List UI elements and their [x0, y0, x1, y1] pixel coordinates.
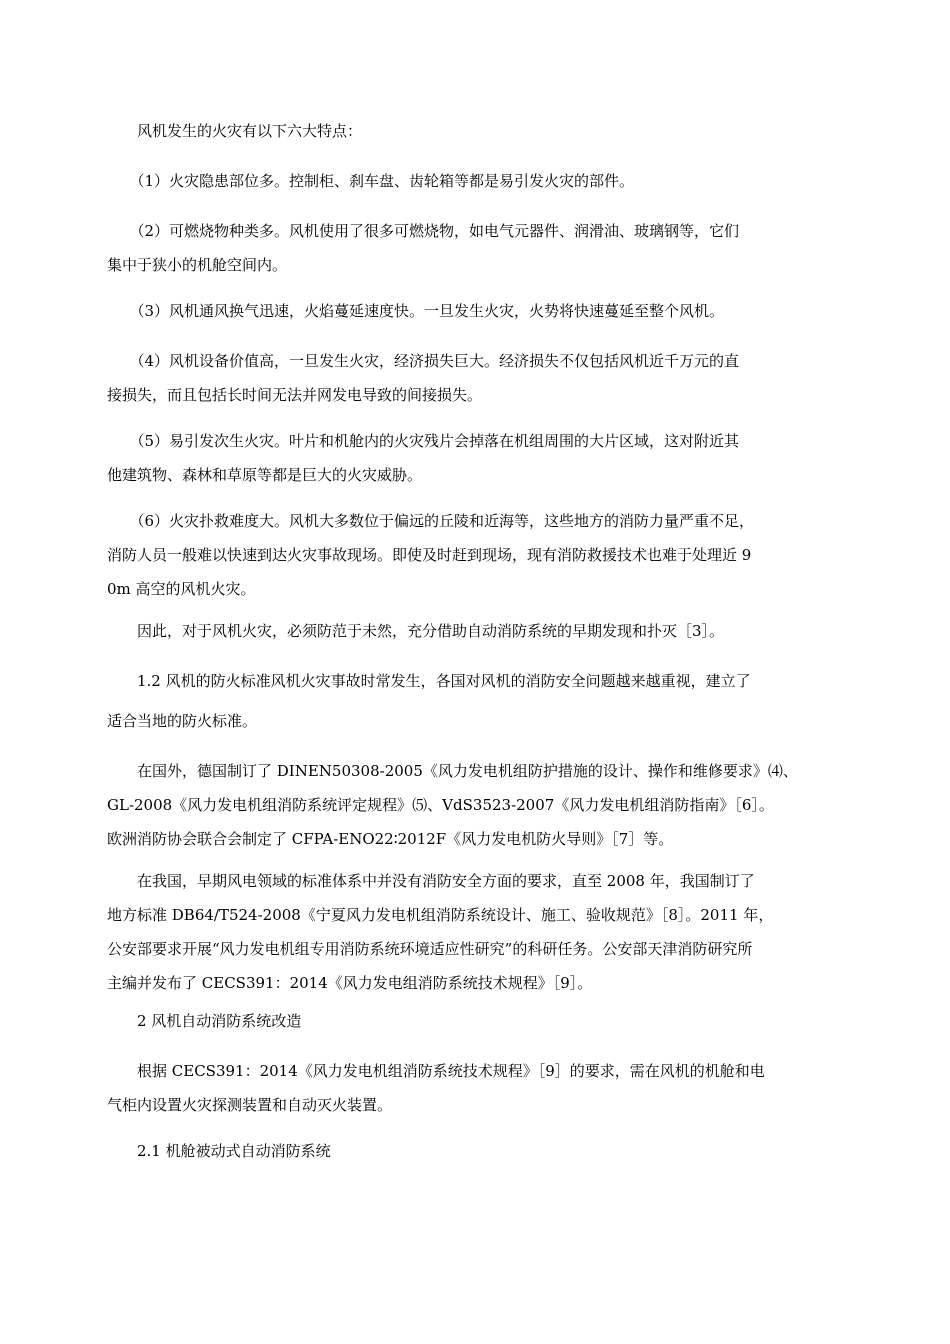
paragraph-item-3	[107, 294, 847, 328]
text-line: 主编并发布了 CECS391：2014《风力发电组消防系统技术规程》［9］。	[107, 974, 593, 992]
text-line: GL-2008《风力发电机组消防系统评定规程》⑸、VdS3523-2007《风力发电机组消防指南》［6］。	[107, 796, 774, 814]
text-line: 地方标准 DB64/T524-2008《宁夏风力发电机组消防系统设计、施工、验收规范》［8］。2011 年，	[107, 906, 774, 924]
paragraph-item-4	[107, 344, 847, 412]
section-heading-2-1	[107, 1134, 847, 1168]
paragraph-requirements	[107, 1054, 847, 1122]
text-line: 在国外，德国制订了 DINEN50308-2005《风力发电机组防护措施的设计、操作和维修要求》⑷、	[107, 762, 798, 780]
text-line: 0m 高空的风机火灾。	[107, 580, 256, 598]
text-line: 在我国，早期风电领域的标准体系中并没有消防安全方面的要求，直至 2008 年，我国制订了	[107, 872, 755, 890]
text-line: 2.1 机舱被动式自动消防系统	[107, 1142, 331, 1160]
paragraph-intro	[107, 114, 847, 148]
section-heading-1-2	[107, 664, 847, 698]
paragraph-item-2	[107, 214, 847, 282]
text-line: 因此，对于风机火灾，必须防范于未然，充分借助自动消防系统的早期发现和扑灭［3］。	[107, 622, 725, 640]
text-line: （6）火灾扑救难度大。风机大多数位于偏远的丘陵和近海等，这些地方的消防力量严重不足，	[107, 512, 755, 530]
paragraph-continuation	[107, 704, 847, 738]
text-line: 公安部要求开展“风力发电机组专用消防系统环境适应性研究”的科研任务。公安部天津消防研究所	[107, 940, 753, 958]
text-line: 他建筑物、森林和草原等都是巨大的火灾威胁。	[107, 466, 423, 484]
text-line: 消防人员一般难以快速到达火灾事故现场。即使及时赶到现场，现有消防救援技术也难于处理近 9	[107, 546, 752, 564]
text-line: 接损失，而且包括长时间无法并网发电导致的间接损失。	[107, 386, 483, 404]
text-line: （5）易引发次生火灾。叶片和机舱内的火灾残片会掉落在机组周围的大片区域，这对附近其	[107, 432, 740, 450]
text-line: （1）火灾隐患部位多。控制柜、刹车盘、齿轮箱等都是易引发火灾的部件。	[107, 172, 635, 190]
text-line: 2 风机自动消防系统改造	[107, 1012, 302, 1030]
paragraph-foreign-standards	[107, 754, 847, 856]
text-line: 集中于狭小的机舱空间内。	[107, 256, 288, 274]
text-line: （4）风机设备价值高，一旦发生火灾，经济损失巨大。经济损失不仅包括风机近千万元的直	[107, 352, 740, 370]
text-line: 风机发生的火灾有以下六大特点：	[107, 122, 363, 140]
text-line: 1.2 风机的防火标准风机火灾事故时常发生，各国对风机的消防安全问题越来越重视，建立了	[107, 672, 751, 690]
paragraph-conclusion	[107, 614, 847, 648]
text-line: 根据 CECS391：2014《风力发电机组消防系统技术规程》［9］的要求，需在风机的机舱和电	[107, 1062, 765, 1080]
text-line: 欧洲消防协会联合会制定了 CFPA-ENO22∶2012F《风力发电机防火导则》［7］等。	[107, 830, 674, 848]
text-line: （2）可燃烧物种类多。风机使用了很多可燃烧物，如电气元器件、润滑油、玻璃钢等，它们	[107, 222, 740, 240]
paragraph-item-6	[107, 504, 847, 606]
paragraph-domestic-standards	[107, 864, 847, 1000]
paragraph-item-1	[107, 164, 847, 198]
text-line: 适合当地的防火标准。	[107, 712, 258, 730]
section-heading-2	[107, 1004, 847, 1038]
text-line: （3）风机通风换气迅速，火焰蔓延速度快。一旦发生火灾，火势将快速蔓延至整个风机。	[107, 302, 725, 320]
text-line: 气柜内设置火灾探测装置和自动灭火装置。	[107, 1096, 393, 1114]
paragraph-item-5	[107, 424, 847, 492]
